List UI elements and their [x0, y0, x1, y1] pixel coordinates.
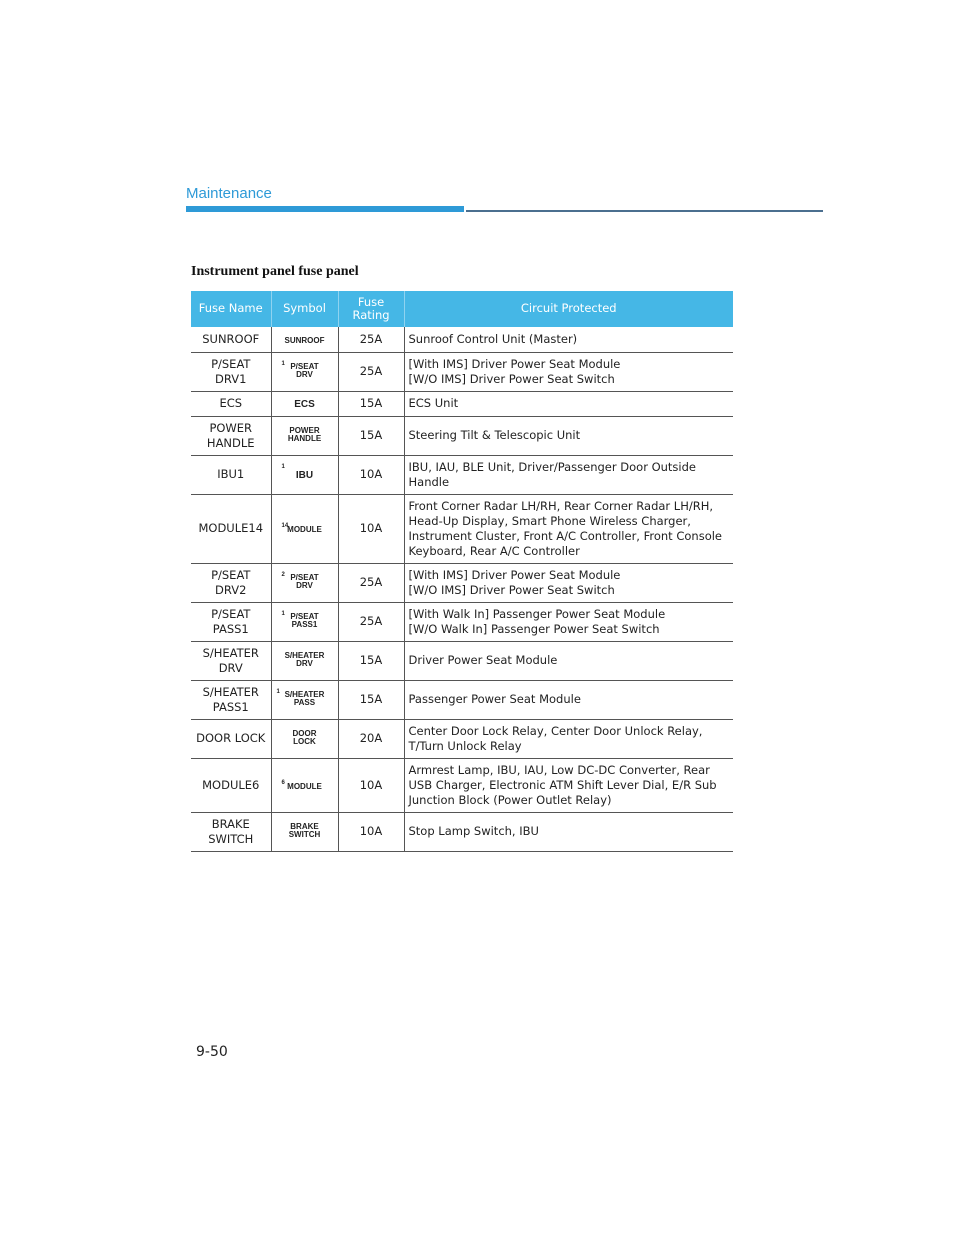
header-rule-thin	[466, 210, 823, 212]
fuse-name-cell: S/HEATER DRV	[191, 641, 271, 680]
fuse-table-body	[191, 327, 733, 851]
fuse-rating-cell: 10A	[338, 455, 404, 494]
circuit-protected-cell: [With IMS] Driver Power Seat Module [W/O IMS] Driver Power Seat Switch	[404, 563, 733, 602]
circuit-protected-cell: Front Corner Radar LH/RH, Rear Corner Radar LH/RH, Head-Up Display, Smart Phone Wireless Charger, Instrument Cluster, Front A/C Controller, Front Console Keyboard, Rear A/C Controller	[404, 494, 733, 563]
circuit-protected-cell: Driver Power Seat Module	[404, 641, 733, 680]
fuse-rating-cell: 20A	[338, 719, 404, 758]
fuse-symbol-cell	[271, 812, 338, 851]
fuse-name-cell: SUNROOF	[191, 327, 271, 352]
fuse-symbol: P/SEAT DRV	[290, 572, 319, 590]
table-caption: Instrument panel fuse panel	[191, 264, 359, 279]
fuse-name-cell: P/SEAT PASS1	[191, 602, 271, 641]
fuse-symbol-cell	[271, 494, 338, 563]
circuit-protected-cell: Armrest Lamp, IBU, IAU, Low DC-DC Converter, Rear USB Charger, Electronic ATM Shift Lever Dial, E/R Sub Junction Block (Power Outlet Relay)	[404, 758, 733, 812]
fuse-name-cell: POWER HANDLE	[191, 416, 271, 455]
column-header-fuse-rating: Fuse Rating	[338, 291, 404, 327]
fuse-table	[191, 291, 733, 852]
fuse-rating-cell: 15A	[338, 680, 404, 719]
fuse-symbol: MODULE	[287, 525, 322, 534]
fuse-name-cell: IBU1	[191, 455, 271, 494]
fuse-symbol-cell	[271, 352, 338, 391]
fuse-rating-cell: 10A	[338, 812, 404, 851]
column-header-symbol: Symbol	[271, 291, 338, 327]
table-header-row	[191, 291, 733, 327]
fuse-symbol: S/HEATER PASS	[284, 689, 325, 707]
fuse-symbol-cell	[271, 455, 338, 494]
section-title: Maintenance	[186, 185, 272, 202]
fuse-symbol: SUNROOF	[284, 335, 325, 345]
fuse-symbol-cell	[271, 563, 338, 602]
fuse-symbol: DOOR LOCK	[292, 728, 317, 746]
circuit-protected-cell: [With Walk In] Passenger Power Seat Module [W/O Walk In] Passenger Power Seat Switch	[404, 602, 733, 641]
fuse-symbol: MODULE	[287, 781, 322, 791]
fuse-symbol-number: 14	[281, 522, 289, 529]
fuse-name-cell: S/HEATER PASS1	[191, 680, 271, 719]
circuit-protected-cell: IBU, IAU, BLE Unit, Driver/Passenger Door Outside Handle	[404, 455, 733, 494]
table-row	[191, 563, 733, 602]
table-row	[191, 758, 733, 812]
table-row	[191, 719, 733, 758]
fuse-symbol-number: 6	[281, 779, 285, 786]
fuse-name-cell: P/SEAT DRV1	[191, 352, 271, 391]
fuse-symbol-cell	[271, 602, 338, 641]
fuse-symbol: IBU	[295, 470, 314, 481]
fuse-rating-cell: 25A	[338, 563, 404, 602]
table-row	[191, 391, 733, 416]
table-row	[191, 494, 733, 563]
fuse-rating-cell: 15A	[338, 416, 404, 455]
table-row	[191, 352, 733, 391]
circuit-protected-cell: [With IMS] Driver Power Seat Module [W/O IMS] Driver Power Seat Switch	[404, 352, 733, 391]
fuse-name-cell: ECS	[191, 391, 271, 416]
table-row	[191, 641, 733, 680]
circuit-protected-cell: Center Door Lock Relay, Center Door Unlock Relay, T/Turn Unlock Relay	[404, 719, 733, 758]
circuit-protected-cell: Steering Tilt & Telescopic Unit	[404, 416, 733, 455]
table-row	[191, 680, 733, 719]
fuse-symbol: S/HEATER DRV	[284, 650, 325, 668]
circuit-protected-cell: ECS Unit	[404, 391, 733, 416]
column-header-circuit-protected: Circuit Protected	[404, 291, 733, 327]
fuse-symbol-number: 2	[281, 571, 285, 578]
circuit-protected-cell: Stop Lamp Switch, IBU	[404, 812, 733, 851]
fuse-symbol-cell	[271, 758, 338, 812]
fuse-symbol-cell	[271, 641, 338, 680]
fuse-symbol-cell	[271, 391, 338, 416]
fuse-rating-cell: 10A	[338, 494, 404, 563]
fuse-symbol: P/SEAT PASS1	[290, 611, 319, 629]
fuse-symbol: ECS	[294, 399, 315, 410]
fuse-symbol-cell	[271, 719, 338, 758]
page-number: 9-50	[196, 1044, 228, 1060]
fuse-symbol-number: 1	[281, 610, 285, 617]
fuse-name-cell: BRAKE SWITCH	[191, 812, 271, 851]
fuse-rating-cell: 15A	[338, 641, 404, 680]
fuse-symbol-number: 1	[281, 360, 285, 367]
header-rule-thick	[186, 206, 464, 212]
fuse-symbol: P/SEAT DRV	[290, 361, 319, 379]
table-row	[191, 455, 733, 494]
fuse-rating-cell: 25A	[338, 327, 404, 352]
fuse-rating-cell: 15A	[338, 391, 404, 416]
fuse-symbol-cell	[271, 680, 338, 719]
fuse-rating-cell: 10A	[338, 758, 404, 812]
column-header-fuse-name: Fuse Name	[191, 291, 271, 327]
table-row	[191, 602, 733, 641]
table-row	[191, 812, 733, 851]
fuse-rating-cell: 25A	[338, 602, 404, 641]
fuse-symbol-number: 1	[281, 463, 285, 470]
fuse-name-cell: P/SEAT DRV2	[191, 563, 271, 602]
fuse-name-cell: MODULE14	[191, 494, 271, 563]
fuse-symbol: BRAKE SWITCH	[288, 821, 321, 839]
fuse-symbol-number: 1	[276, 688, 280, 695]
fuse-name-cell: DOOR LOCK	[191, 719, 271, 758]
table-row	[191, 327, 733, 352]
fuse-symbol: POWER HANDLE	[287, 425, 322, 443]
fuse-name-cell: MODULE6	[191, 758, 271, 812]
fuse-symbol-cell	[271, 327, 338, 352]
fuse-rating-cell: 25A	[338, 352, 404, 391]
circuit-protected-cell: Sunroof Control Unit (Master)	[404, 327, 733, 352]
circuit-protected-cell: Passenger Power Seat Module	[404, 680, 733, 719]
fuse-symbol-cell	[271, 416, 338, 455]
table-row	[191, 416, 733, 455]
